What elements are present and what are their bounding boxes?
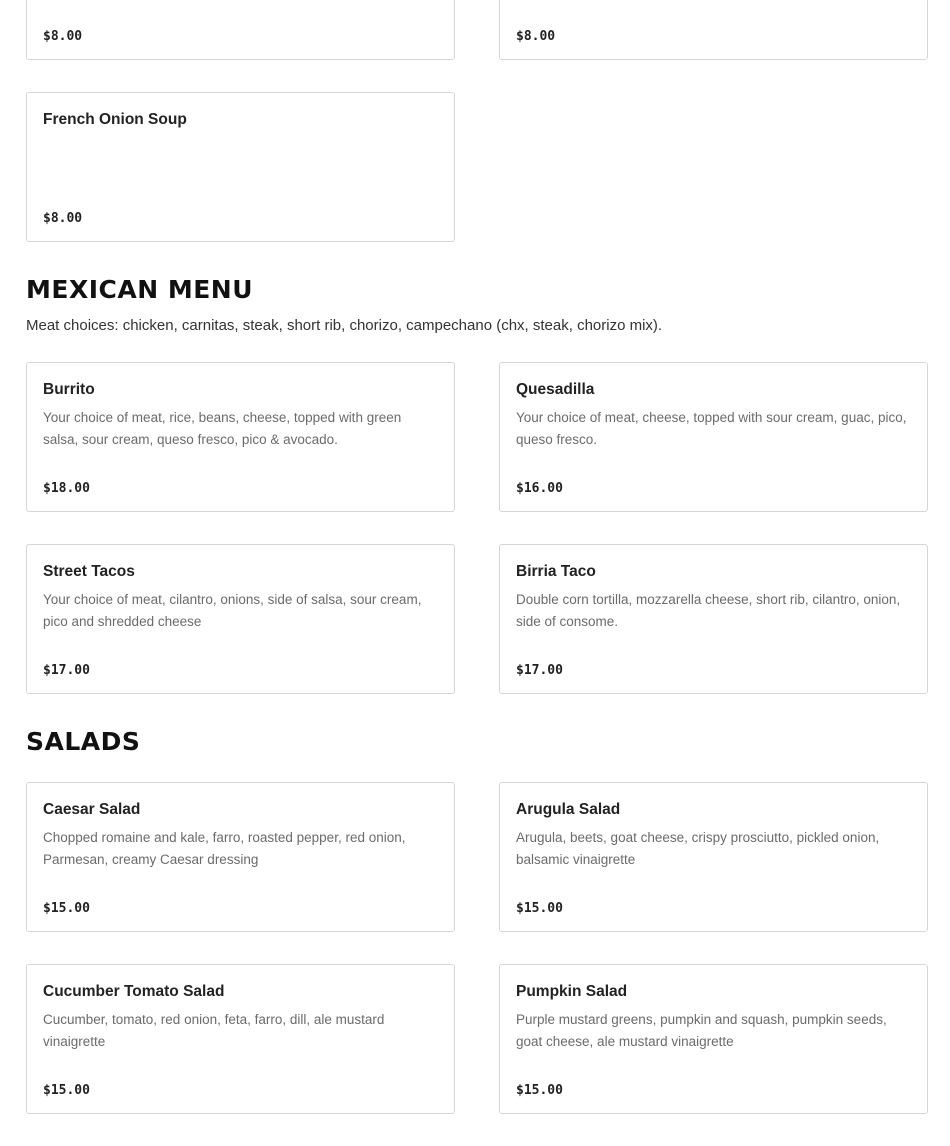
- menu-item-name: Caesar Salad: [43, 801, 141, 818]
- menu-item-name: Quesadilla: [516, 381, 595, 398]
- menu-item-card[interactable]: [26, 964, 455, 1114]
- menu-item-card[interactable]: [499, 544, 928, 694]
- menu-item-price: $8.00: [516, 29, 556, 44]
- menu-item-price: $15.00: [516, 901, 563, 916]
- menu-item-description: Your choice of meat, cilantro, onions, side of salsa, sour cream, pico and shredded cheese: [43, 592, 422, 629]
- menu-item-name: Cucumber Tomato Salad: [43, 983, 225, 1000]
- menu-item-name: Pumpkin Salad: [516, 983, 628, 1000]
- menu-item-card[interactable]: [26, 362, 455, 512]
- menu-item-card[interactable]: [26, 544, 455, 694]
- menu-item-price: $15.00: [516, 1083, 563, 1098]
- menu-item-description: Your choice of meat, cheese, topped with sour cream, guac, pico, queso fresco.: [516, 410, 907, 447]
- section-title-mexican-menu: MEXICAN MENU: [26, 275, 254, 304]
- menu-item-price: $17.00: [43, 663, 90, 678]
- menu-item-name: Burrito: [43, 381, 95, 398]
- menu-item-name: Street Tacos: [43, 563, 135, 580]
- menu-item-name: French Onion Soup: [43, 111, 187, 128]
- menu-item-description: Purple mustard greens, pumpkin and squash, pumpkin seeds, goat cheese, ale mustard vinaigrette: [516, 1012, 887, 1049]
- menu-item-card[interactable]: [499, 782, 928, 932]
- menu-item-description: Your choice of meat, rice, beans, cheese, topped with green salsa, sour cream, queso fresco, pico & avocado.: [43, 410, 402, 447]
- menu-item-price: $15.00: [43, 1083, 90, 1098]
- menu-item-description: Chopped romaine and kale, farro, roasted pepper, red onion, Parmesan, creamy Caesar dressing: [43, 830, 406, 867]
- menu-item-card[interactable]: [26, 782, 455, 932]
- menu-item-price: $15.00: [43, 901, 90, 916]
- menu-item-price: $16.00: [516, 481, 563, 496]
- menu-item-card[interactable]: [26, 0, 455, 60]
- menu-item-price: $8.00: [43, 211, 83, 226]
- menu-item-price: $18.00: [43, 481, 90, 496]
- section-note-meat-choices: Meat choices: chicken, carnitas, steak, short rib, chorizo, campechano (chx, steak, chorizo mix).: [26, 317, 663, 334]
- menu-item-price: $8.00: [43, 29, 83, 44]
- section-title-salads: SALADS: [26, 727, 141, 756]
- menu-item-card[interactable]: [499, 0, 928, 60]
- menu-item-card[interactable]: [499, 362, 928, 512]
- menu-item-card[interactable]: [26, 92, 455, 242]
- menu-item-name: Arugula Salad: [516, 801, 621, 818]
- menu-item-card[interactable]: [499, 964, 928, 1114]
- menu-item-description: Double corn tortilla, mozzarella cheese, short rib, cilantro, onion, side of consome.: [516, 592, 901, 629]
- menu-item-price: $17.00: [516, 663, 563, 678]
- menu-item-name: Birria Taco: [516, 563, 596, 580]
- menu-item-description: Cucumber, tomato, red onion, feta, farro, dill, ale mustard vinaigrette: [43, 1012, 385, 1049]
- menu-item-description: Arugula, beets, goat cheese, crispy prosciutto, pickled onion, balsamic vinaigrette: [516, 830, 880, 867]
